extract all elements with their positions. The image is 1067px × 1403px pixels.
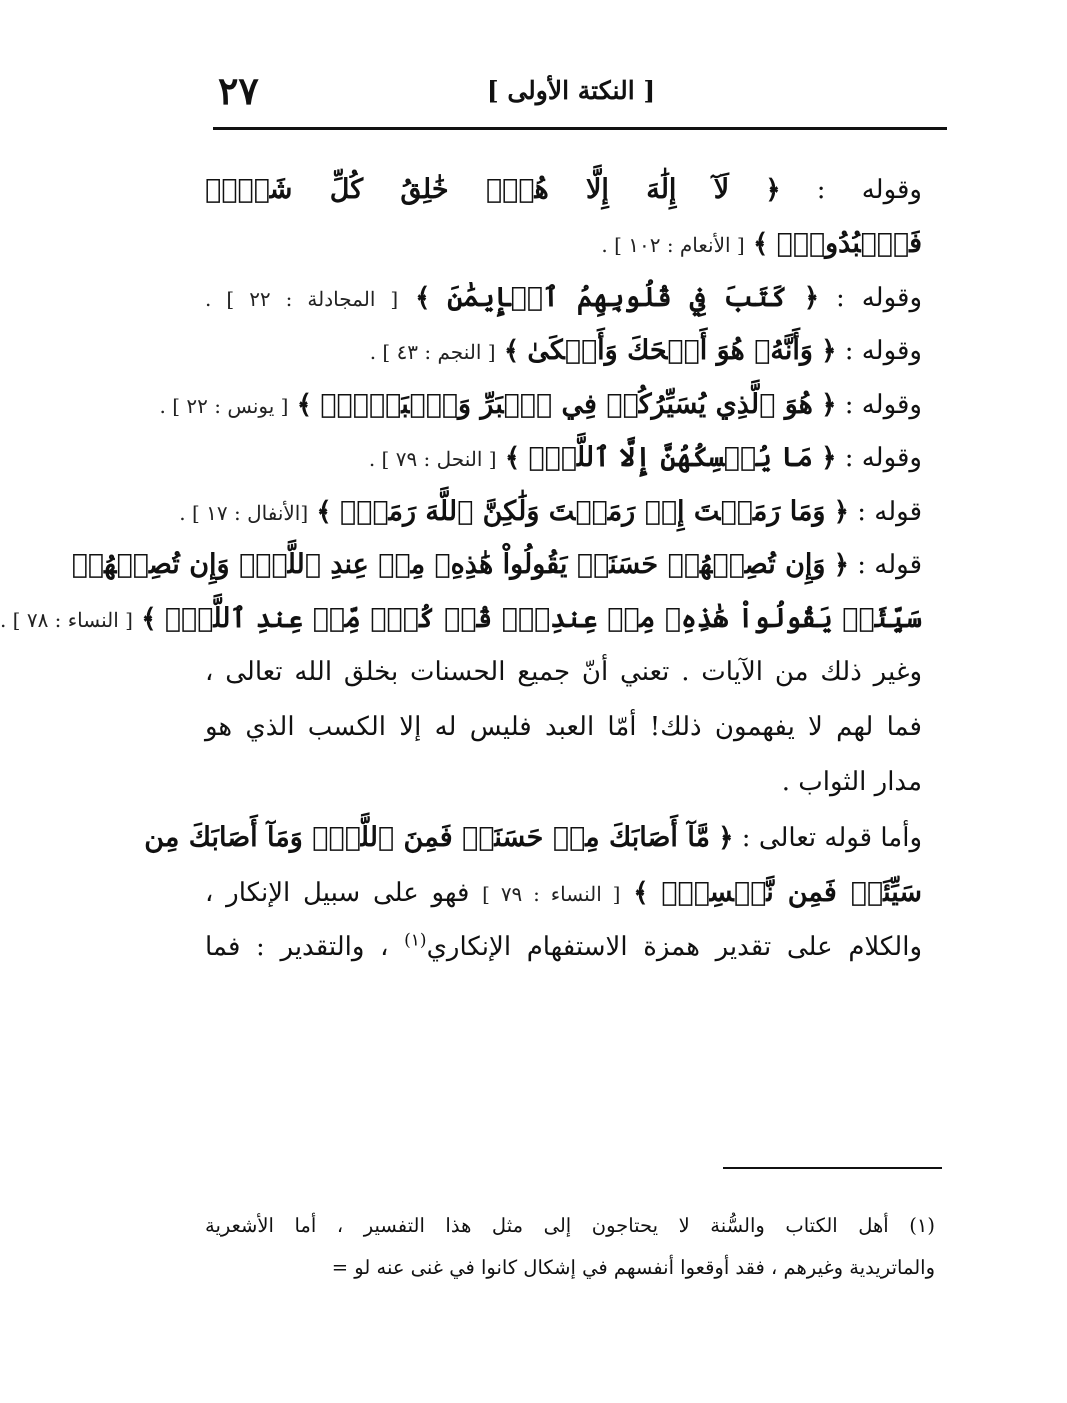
quran-verse: هُوَ ٱلَّذِي يُسَيِّرُكُمۡ فِي ٱلۡبَرِّ وَٱلۡبَحۡرِۖ — [320, 388, 813, 420]
quran-close-ornament: ﴾ — [141, 603, 157, 634]
text-line — [144, 810, 922, 865]
quran-verse: سَيِّئَةٖ فَمِن نَّفۡسِكَۚ — [661, 877, 923, 908]
footnotes — [205, 1205, 935, 1289]
text-line — [159, 378, 922, 432]
quran-open-ornament: ﴿ — [718, 823, 734, 853]
verse-intro: وقوله : — [816, 175, 922, 205]
verse-intro: قوله : — [857, 496, 922, 527]
verse-reference: [ يونس : ٢٢ ] . — [159, 393, 289, 418]
text-line — [205, 162, 922, 217]
paragraph-text: وغير ذلك من الآيات . تعني أنّ جميع الحسنات بخلق الله تعالى ، — [205, 657, 922, 687]
quran-close-ornament: ﴾ — [504, 443, 521, 473]
quran-close-ornament: ﴾ — [503, 336, 520, 366]
quran-close-ornament: ﴾ — [633, 878, 649, 908]
footnote-line — [205, 1205, 935, 1247]
verse-intro: وقوله : — [836, 282, 923, 313]
paragraph-text: ، والتقدير : فما — [205, 932, 389, 962]
quran-open-ornament: ﴿ — [765, 175, 781, 205]
verse-intro: قوله : — [857, 550, 922, 580]
footnote-marker[interactable]: (١) — [404, 930, 427, 951]
text-line — [205, 865, 922, 920]
text-line — [205, 755, 922, 810]
quran-close-ornament: ﴾ — [753, 229, 769, 259]
quran-close-ornament: ﴾ — [316, 496, 332, 527]
paragraph-text: فما لهم لا يفهمون ذلك! أمّا العبد فليس له إلا الكسب الذي هو — [205, 712, 922, 742]
text-line — [205, 920, 922, 975]
verse-reference: [ النجم : ٤٣ ] . — [369, 340, 496, 364]
quran-close-ornament: ﴾ — [296, 389, 312, 420]
text-line — [179, 485, 922, 539]
verse-reference: [ الأنعام : ١٠٢ ] . — [601, 233, 745, 257]
running-title: [ النكتة الأولى ] — [486, 76, 656, 105]
quran-verse: مَا يُمۡسِكُهُنَّ إِلَّا ٱللَّهُۚ — [528, 442, 813, 473]
text-line — [205, 431, 922, 485]
footnote-line — [205, 1247, 935, 1289]
verse-intro: وقوله : — [844, 443, 922, 473]
verse-reference: [ النساء : ٧٩ ] — [482, 882, 621, 906]
text-line — [205, 700, 922, 755]
quran-open-ornament: ﴿ — [821, 443, 837, 473]
verse-intro: وقوله : — [844, 336, 922, 366]
verse-reference: [ النحل : ٧٩ ] . — [368, 447, 497, 471]
page-number: ٢٧ — [218, 68, 259, 113]
quran-open-ornament: ﴿ — [821, 389, 837, 420]
quran-verse: كَتَبَ فِي قُلُوبِهِمُ ٱلۡإِيمَٰنَ — [447, 281, 787, 313]
quran-verse: وَأَنَّهُۥ هُوَ أَضۡحَكَ وَأَبۡكَىٰ — [527, 335, 813, 366]
quran-close-ornament: ﴾ — [415, 282, 431, 313]
text-line — [71, 538, 922, 592]
text-line — [205, 217, 922, 271]
footnote-separator — [723, 1167, 942, 1169]
verse-reference: [الأنفال : ١٧ ] . — [179, 500, 309, 525]
text-line — [205, 271, 922, 325]
verse-reference: [ النساء : ٧٨ ] . — [0, 607, 133, 632]
footnote-text: (١) أهل الكتاب والسُّنة لا يحتاجون إلى مثل هذا التفسير ، أما الأشعرية — [205, 1214, 935, 1237]
text-line — [0, 592, 922, 646]
quran-open-ornament: ﴿ — [833, 496, 849, 527]
footnote-text: والماتريدية وغيرهم ، فقد أوقعوا أنفسهم في إشكال كانوا في غنى عنه لو = — [331, 1256, 935, 1279]
paragraph-text: والكلام على تقدير همزة الاستفهام الإنكاري — [426, 932, 922, 962]
quran-open-ornament: ﴿ — [833, 550, 849, 580]
paragraph-text: فهو على سبيل الإنكار ، — [205, 878, 470, 908]
quran-verse: وَمَا رَمَيۡتَ إِذۡ رَمَيۡتَ وَلَٰكِنَّ ٱللَّهَ رَمَىٰۚ — [339, 495, 826, 527]
quran-open-ornament: ﴿ — [821, 336, 837, 366]
main-text — [0, 162, 923, 975]
text-line — [205, 645, 922, 700]
text-line — [205, 324, 922, 378]
quran-verse: مَّآ أَصَابَكَ مِنۡ حَسَنَةٖ فَمِنَ ٱللَّهِۖ وَمَآ أَصَابَكَ مِن — [144, 822, 711, 853]
quran-verse: لَآ إِلَٰهَ إِلَّا هُوَۖ خَٰلِقُ كُلِّ شَيۡءٖ — [205, 174, 730, 205]
paragraph-intro: وأما قوله تعالى : — [741, 823, 922, 853]
quran-verse: فَٱعۡبُدُوهُۚ — [776, 228, 922, 259]
header-rule — [213, 127, 947, 130]
paragraph-text: مدار الثواب . — [781, 767, 922, 797]
verse-reference: [ المجادلة : ٢٢ ] . — [205, 286, 399, 311]
quran-verse: سَيِّئَةٞ يَقُولُواْ هَٰذِهِۦ مِنۡ عِندِكَۚ قُلۡ كُلّٞ مِّنۡ عِندِ ٱللَّهِۖ — [164, 602, 922, 634]
page-header — [210, 66, 932, 122]
quran-verse: وَإِن تُصِبۡهُمۡ حَسَنَةٞ يَقُولُواْ هَٰذِهِۦ مِنۡ عِندِ ٱللَّهِۖ وَإِن تُصِبۡهُمۡ — [71, 549, 826, 580]
verse-intro: وقوله : — [844, 389, 922, 420]
quran-open-ornament: ﴿ — [803, 282, 820, 313]
